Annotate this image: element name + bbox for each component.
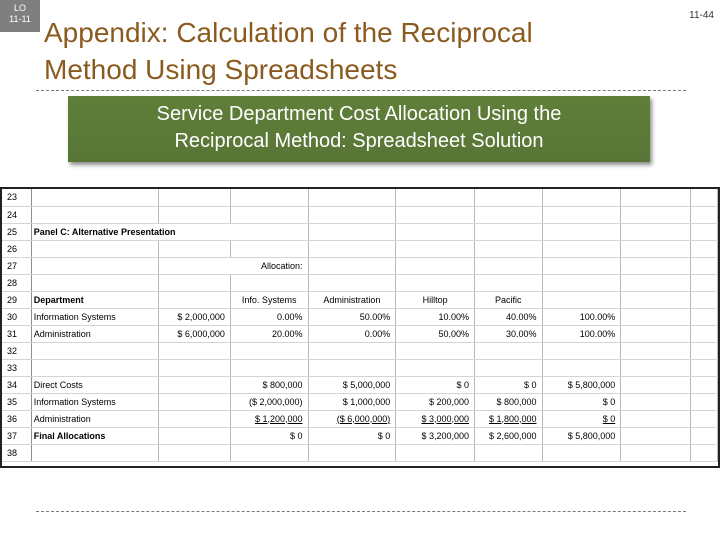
top-divider [36,90,686,91]
cell[interactable] [621,427,691,444]
cell[interactable] [691,444,718,461]
cell[interactable] [621,189,691,206]
cell[interactable] [31,240,158,257]
cell[interactable]: 100.00% [542,308,621,325]
cell[interactable]: $ 1,200,000 [230,410,308,427]
cell[interactable] [230,240,308,257]
cell[interactable]: 0.00% [230,308,308,325]
cell[interactable]: Administration [31,325,158,342]
row-number: 23 [2,189,31,206]
cell[interactable]: $ 1,800,000 [475,410,543,427]
table-row [2,376,718,393]
cell[interactable] [621,240,691,257]
cell[interactable] [691,393,718,410]
cell[interactable] [542,223,621,240]
cell[interactable] [396,274,475,291]
cell[interactable]: $ 800,000 [230,376,308,393]
subtitle-line2: Reciprocal Method: Spreadsheet Solution [174,130,544,152]
cell[interactable] [31,274,158,291]
row-number: 27 [2,257,31,274]
cell[interactable] [396,342,475,359]
table-row [2,427,718,444]
table-row [2,308,718,325]
cell[interactable]: $ 5,000,000 [308,376,396,393]
row-number: 28 [2,274,31,291]
lo-badge-line2: 11-11 [9,14,31,24]
cell[interactable] [158,206,230,223]
cell[interactable] [475,240,543,257]
row-number: 35 [2,393,31,410]
cell[interactable] [621,342,691,359]
row-number: 29 [2,291,31,308]
cell[interactable]: $ 0 [308,427,396,444]
final-allocations-label[interactable]: Final Allocations [31,427,158,444]
cell[interactable] [475,189,543,206]
lo-badge [0,0,40,32]
cell[interactable] [475,257,543,274]
cell[interactable] [396,240,475,257]
table-row [2,257,718,274]
cell[interactable] [158,189,230,206]
cell[interactable] [691,189,718,206]
cell[interactable] [542,291,621,308]
cell[interactable] [621,274,691,291]
cell[interactable] [396,359,475,376]
cell[interactable] [396,206,475,223]
row-number: 24 [2,206,31,223]
cell[interactable]: 40.00% [475,308,543,325]
cell[interactable] [230,274,308,291]
table-row [2,444,718,461]
cell[interactable] [475,359,543,376]
cell[interactable]: ($ 6,000,000) [308,410,396,427]
cell[interactable] [158,359,230,376]
cell[interactable]: $ 3,200,000 [396,427,475,444]
table-row [2,393,718,410]
row-number: 25 [2,223,31,240]
cell[interactable] [621,206,691,223]
cell[interactable] [308,359,396,376]
cell[interactable] [621,359,691,376]
cell[interactable] [542,240,621,257]
cell[interactable] [158,393,230,410]
row-number: 37 [2,427,31,444]
cell[interactable]: Information Systems [31,308,158,325]
lo-badge-line1: LO [13,3,26,13]
cell[interactable] [396,257,475,274]
cell[interactable] [308,240,396,257]
row-number: 30 [2,308,31,325]
cell[interactable] [691,291,718,308]
cell[interactable]: $ 0 [230,427,308,444]
cell[interactable] [308,274,396,291]
cell[interactable] [691,325,718,342]
cell[interactable]: Administration [31,410,158,427]
cell[interactable]: ($ 2,000,000) [230,393,308,410]
allocation-label[interactable]: Allocation: [158,257,308,274]
cell[interactable] [691,223,718,240]
table-row [2,410,718,427]
cell[interactable] [31,359,158,376]
row-number: 32 [2,342,31,359]
cell[interactable] [621,223,691,240]
cell[interactable] [691,427,718,444]
row-number: 38 [2,444,31,461]
subtitle-box [68,96,650,162]
cell[interactable]: 20.00% [230,325,308,342]
cell[interactable] [691,274,718,291]
cell[interactable] [230,206,308,223]
page-number: 11-44 [689,10,714,21]
cell[interactable] [691,206,718,223]
table-row [2,223,718,240]
cell[interactable] [230,359,308,376]
cell[interactable]: 50.00% [396,325,475,342]
cell[interactable]: 100.00% [542,325,621,342]
cell[interactable]: $ 2,600,000 [475,427,543,444]
cell[interactable] [475,274,543,291]
cell[interactable]: $ 0 [542,410,621,427]
cell[interactable]: 10.00% [396,308,475,325]
cell[interactable] [158,342,230,359]
table-row [2,359,718,376]
column-header[interactable]: Pacific [475,291,543,308]
cell[interactable]: $ 0 [475,376,543,393]
column-header[interactable]: Info. Systems [230,291,308,308]
cell[interactable] [396,223,475,240]
column-header[interactable]: Hilltop [396,291,475,308]
cell[interactable] [158,274,230,291]
cell[interactable] [158,240,230,257]
cell[interactable] [308,223,396,240]
cell[interactable] [621,325,691,342]
cell[interactable] [542,444,621,461]
cell[interactable] [621,291,691,308]
cell[interactable]: Direct Costs [31,376,158,393]
cell[interactable] [621,257,691,274]
cell[interactable] [230,444,308,461]
cell[interactable] [230,189,308,206]
cell[interactable] [691,257,718,274]
row-number: 34 [2,376,31,393]
cell[interactable] [475,223,543,240]
cell[interactable]: 30.00% [475,325,543,342]
panel-c-heading[interactable]: Panel C: Alternative Presentation [31,223,308,240]
table-row [2,189,718,206]
cell[interactable] [396,189,475,206]
cell[interactable]: 50.00% [308,308,396,325]
cell[interactable] [691,342,718,359]
cell[interactable] [308,342,396,359]
cell[interactable] [475,444,543,461]
table-row [2,206,718,223]
cell[interactable] [691,359,718,376]
cell[interactable] [31,189,158,206]
cell[interactable] [31,342,158,359]
cell[interactable] [621,376,691,393]
table-row [2,274,718,291]
slide-title [44,14,644,88]
cell[interactable] [31,257,158,274]
cell[interactable]: $ 0 [542,393,621,410]
cell[interactable] [396,444,475,461]
spreadsheet [0,187,720,468]
cell[interactable]: $ 2,000,000 [158,308,230,325]
column-header[interactable]: Administration [308,291,396,308]
cell[interactable] [308,257,396,274]
cell[interactable] [691,308,718,325]
table-row [2,240,718,257]
cell[interactable] [158,376,230,393]
slide-title-line1: Appendix: Calculation of the Reciprocal [44,17,533,48]
cell[interactable] [475,206,543,223]
cell[interactable]: $ 800,000 [475,393,543,410]
row-number: 36 [2,410,31,427]
cell[interactable]: $ 6,000,000 [158,325,230,342]
bottom-divider [36,511,686,512]
cell[interactable] [542,274,621,291]
row-number: 31 [2,325,31,342]
cell[interactable]: $ 1,000,000 [308,393,396,410]
cell[interactable] [542,359,621,376]
cell[interactable] [31,444,158,461]
cell[interactable] [230,342,308,359]
table-row [2,342,718,359]
table-row [2,325,718,342]
cell[interactable]: $ 200,000 [396,393,475,410]
cell[interactable]: $ 5,800,000 [542,376,621,393]
cell[interactable]: $ 0 [396,376,475,393]
cell[interactable] [621,410,691,427]
row-number: 33 [2,359,31,376]
cell[interactable] [31,206,158,223]
cell[interactable] [691,376,718,393]
table-row [2,291,718,308]
cell[interactable]: $ 3,000,000 [396,410,475,427]
cell[interactable] [621,444,691,461]
cell[interactable] [158,427,230,444]
row-number: 26 [2,240,31,257]
cell[interactable] [542,206,621,223]
cell[interactable] [308,206,396,223]
cell[interactable] [542,342,621,359]
cell[interactable] [621,393,691,410]
cell[interactable]: $ 5,800,000 [542,427,621,444]
cell[interactable] [308,189,396,206]
spreadsheet-table [2,189,718,462]
cell[interactable] [158,410,230,427]
cell[interactable] [158,291,230,308]
column-header[interactable]: Department [31,291,158,308]
cell[interactable] [475,342,543,359]
cell[interactable] [542,189,621,206]
subtitle-line1: Service Department Cost Allocation Using the [156,103,562,125]
cell[interactable]: Information Systems [31,393,158,410]
cell[interactable] [308,444,396,461]
cell[interactable] [691,410,718,427]
cell[interactable] [158,444,230,461]
slide-title-line2: Method Using Spreadsheets [44,54,398,85]
cell[interactable]: 0.00% [308,325,396,342]
cell[interactable] [691,240,718,257]
cell[interactable] [542,257,621,274]
cell[interactable] [621,308,691,325]
